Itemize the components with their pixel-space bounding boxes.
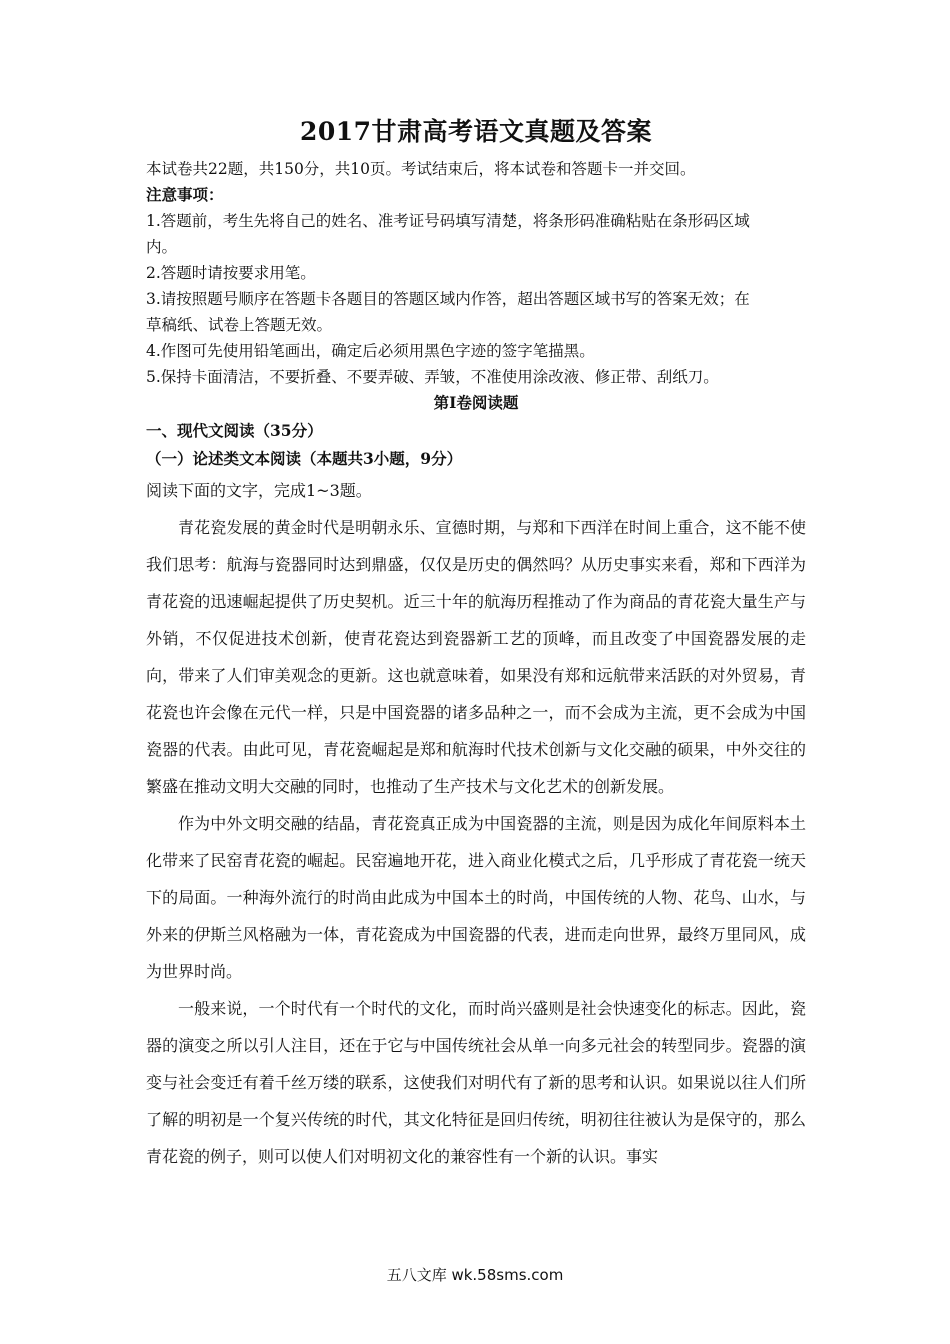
notice-heading: 注意事项： — [146, 185, 224, 204]
notice-item: 3.请按照题号顺序在答题卡各题目的答题区域内作答，超出答题区域书写的答案无效；在 — [146, 290, 750, 308]
notice-item: 内。 — [146, 238, 178, 256]
subsection-heading: （一）论述类文本阅读（本题共3小题，9分） — [146, 449, 463, 468]
document-title: 2017甘肃高考语文真题及答案 — [299, 117, 653, 146]
notice-item: 草稿纸、试卷上答题无效。 — [146, 316, 333, 334]
footer-watermark: 五八文库 wk.58sms.com — [386, 1266, 564, 1284]
notice-item: 1.答题前，考生先将自己的姓名、准考证号码填写清楚，将条形码准确粘贴在条形码区域 — [146, 212, 750, 230]
section-heading: 一、现代文阅读（35分） — [146, 421, 323, 440]
document-page — [146, 112, 806, 1175]
notice-item: 4.作图可先使用铅笔画出，确定后必须用黑色字迹的签字笔描黑。 — [146, 342, 595, 360]
exam-intro: 本试卷共22题，共150分，共10页。考试结束后，将本试卷和答题卡一并交回。 — [146, 160, 696, 178]
notice-item: 5.保持卡面清洁，不要折叠、不要弄破、弄皱，不准使用涂改液、修正带、刮纸刀。 — [146, 368, 719, 386]
notice-item: 2.答题时请按要求用笔。 — [146, 264, 316, 282]
body-paragraph: 青花瓷发展的黄金时代是明朝永乐、宣德时期，与郑和下西洋在时间上重合，这不能不使我们思考：航海与瓷器同时达到鼎盛，仅仅是历史的偶然吗？从历史事实来看，郑和下西洋为青花瓷的迅速崛起提供了历史契机。近三十年的航海历程推动了作为商品的青花瓷大量生产与外销，不仅促进技术创新，使青花瓷达到瓷器新工艺的顶峰，而且改变了中国瓷器发展的走向，带来了人们审美观念的更新。这也就意味着，如果没有郑和远航带来活跃的对外贸易，青花瓷也许会像在元代一样，只是中国瓷器的诸多品种之一，而不会成为主流，更不会成为中国瓷器的代表。由此可见，青花瓷崛起是郑和航海时代技术创新与文化交融的硕果，中外交往的繁盛在推动文明大交融的同时，也推动了生产技术与文化艺术的创新发展。 — [146, 518, 806, 796]
body-paragraph: 一般来说，一个时代有一个时代的文化，而时尚兴盛则是社会快速变化的标志。因此，瓷器的演变之所以引人注目，还在于它与中国传统社会从单一向多元社会的转型同步。瓷器的演变与社会变迁有着千丝万缕的联系，这使我们对明代有了新的思考和认识。如果说以往人们所了解的明初是一个复兴传统的时代，其文化特征是回归传统，明初往往被认为是保守的，那么青花瓷的例子，则可以使人们对明初文化的兼容性有一个新的认识。事实 — [146, 999, 806, 1166]
reading-instruction: 阅读下面的文字，完成1~3题。 — [146, 481, 372, 500]
part-heading: 第Ⅰ卷阅读题 — [433, 393, 519, 412]
body-paragraph: 作为中外文明交融的结晶，青花瓷真正成为中国瓷器的主流，则是因为成化年间原料本土化带来了民窑青花瓷的崛起。民窑遍地开花，进入商业化模式之后，几乎形成了青花瓷一统天下的局面。一种海外流行的时尚由此成为中国本土的时尚，中国传统的人物、花鸟、山水，与外来的伊斯兰风格融为一体，青花瓷成为中国瓷器的代表，进而走向世界，最终万里同风，成为世界时尚。 — [146, 814, 806, 981]
